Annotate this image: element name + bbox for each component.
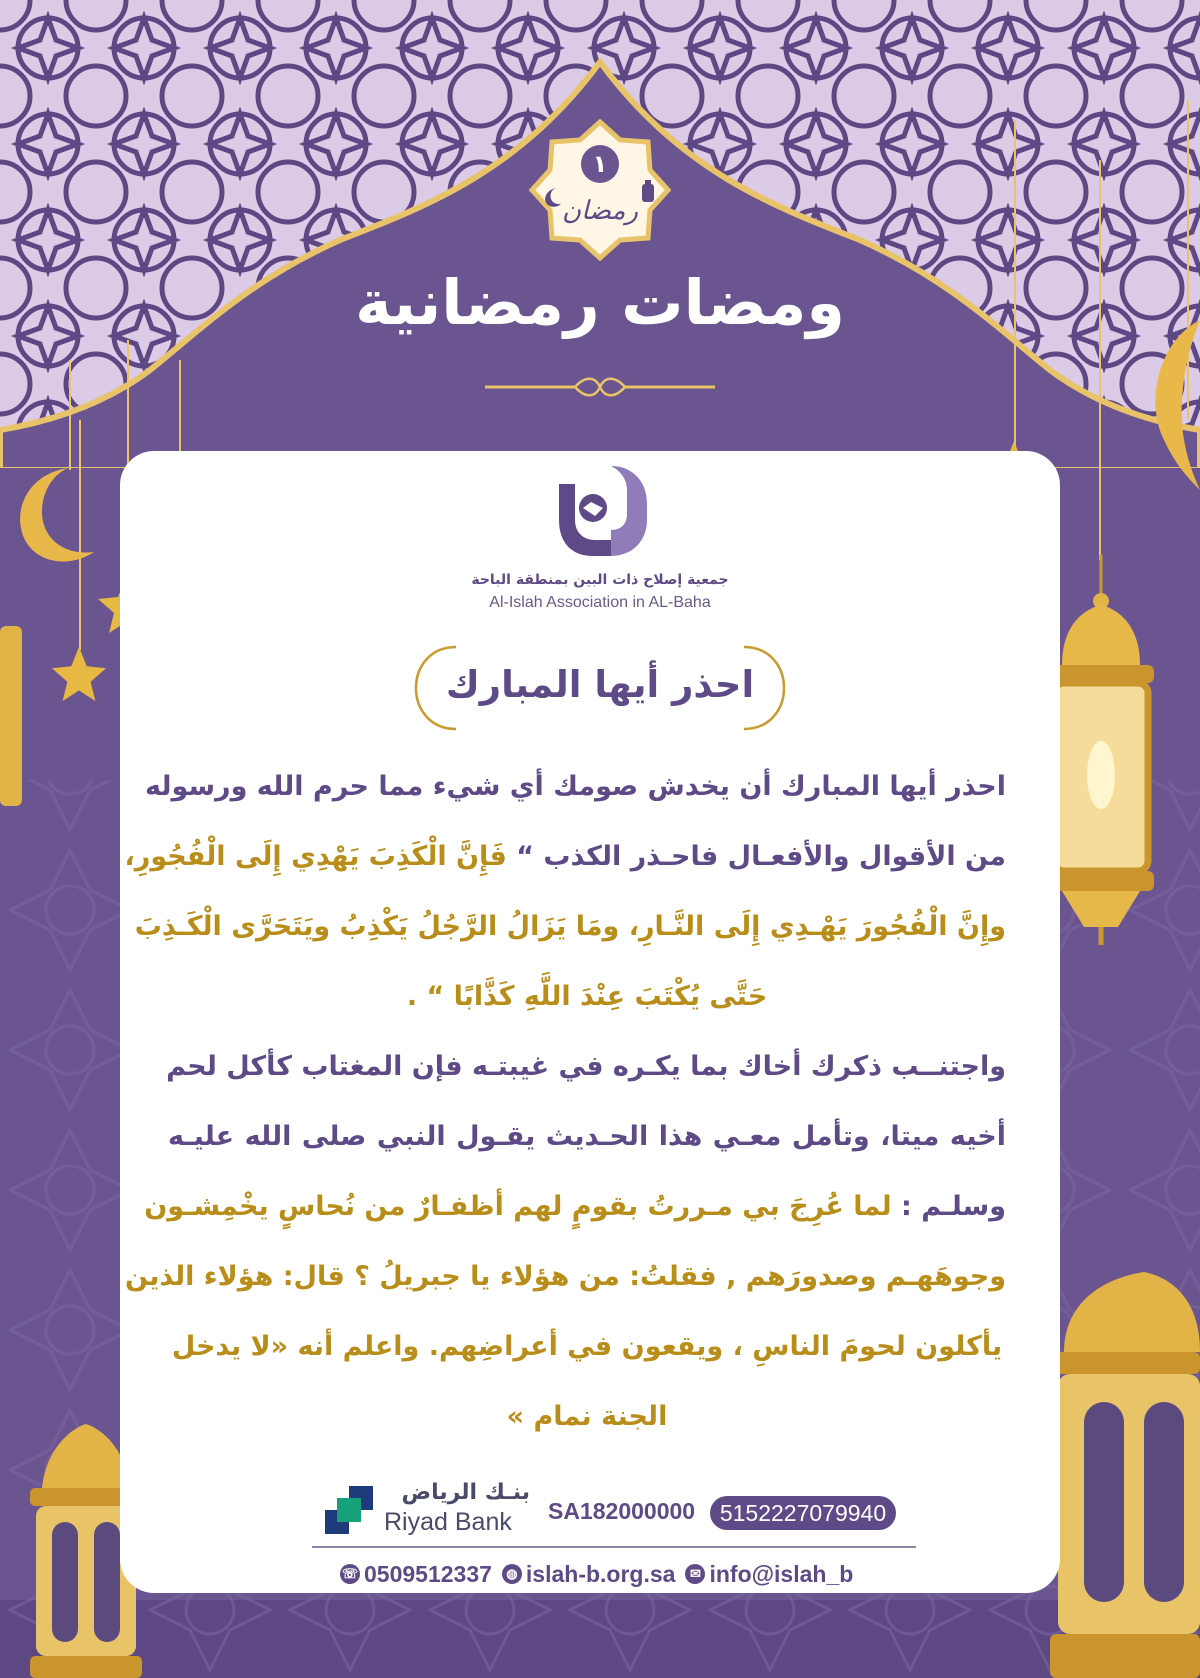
phone-number: 0509512337 (364, 1560, 492, 1587)
article-line: يأكلون لحومَ الناسِ ، ويقعون في أعراضِهم. واعلم أنه «لا يدخل (171, 1331, 1003, 1362)
article-line: وجوهَهـم وصدورَهم , فقلتُ: من هؤلاء يا جبريلُ ؟ قال: هؤلاء الذين (124, 1261, 1006, 1292)
contact-bar (340, 1556, 900, 1592)
article-line: وإِنَّ الْفُجُورَ يَهْـدِي إِلَى النَّـارِ، ومَا يَزَالُ الرَّجُلُ يَكْذِبُ ويَتَحَرَّى الْكَـذِبَ (134, 911, 1006, 942)
lantern-icon (640, 180, 656, 206)
page-title: ومضات رمضانية (355, 266, 845, 339)
email-link[interactable] (685, 1561, 853, 1588)
globe-icon: ◍ (502, 1564, 522, 1584)
ramadan-word: رمضان (561, 196, 639, 226)
website-url: islah-b.org.sa (525, 1560, 676, 1587)
article-body (124, 752, 1006, 1452)
bank-name-ar: بنـك الرياض (401, 1480, 530, 1505)
iban-number: 5152227079940 (710, 1496, 896, 1530)
phone-icon: ☏ (340, 1564, 360, 1584)
ornament-divider-icon (485, 372, 715, 402)
article-line: الجنة نمام » (506, 1401, 668, 1432)
website-link[interactable] (502, 1561, 676, 1588)
article-line: واجتنــب ذكرك أخاك بما يكـره في غيبتـه فإن المغتاب كأكل لحم (166, 1051, 1006, 1082)
article-line: حَتَّى يُكْتَبَ عِنْدَ اللَّهِ كَذَّابًا “ . (406, 981, 768, 1012)
lantern-icon (1044, 1262, 1200, 1678)
bank-name-en: Riyad Bank (384, 1508, 512, 1536)
crescent-icon (540, 186, 562, 208)
lantern-icon (0, 626, 22, 806)
article-line: احذر أيها المبارك أن يخدش صومك أي شيء مما حرم الله ورسوله (145, 771, 1006, 802)
footer-divider (312, 1546, 916, 1548)
bank-logo-icon (325, 1486, 373, 1534)
iban-prefix: SA182000000 (548, 1498, 696, 1524)
article-line: أخيه ميتا، وتأمل معـي هذا الحـديث يقـول النبي صلى الله عليـه (168, 1121, 1006, 1152)
article-line: وسلـم : لما عُرِجَ بي مـررتُ بقومٍ لهم أظفـارٌ من نُحاسٍ يخْمِشـون (144, 1191, 1006, 1222)
phone-contact[interactable] (340, 1561, 492, 1588)
article-line: من الأقوال والأفعـال فاحـذر الكذب “ فَإِنَّ الْكَذِبَ يَهْدِي إِلَى الْفُجُورِ، (124, 841, 1006, 872)
crescent-icon (8, 460, 98, 570)
association-name-en: Al-Islah Association in AL-Baha (489, 594, 711, 611)
article-heading: احذر أيها المبارك (445, 663, 755, 706)
mail-icon: ✉ (685, 1564, 705, 1584)
association-name-ar: جمعية إصلاح ذات البين بمنطقة الباحة (471, 572, 729, 588)
email-address: info@islah_b (709, 1560, 854, 1587)
association-logo-icon (553, 460, 653, 560)
crescent-icon (1150, 320, 1200, 490)
star-icon (50, 645, 108, 703)
day-number: ١ (592, 150, 608, 178)
